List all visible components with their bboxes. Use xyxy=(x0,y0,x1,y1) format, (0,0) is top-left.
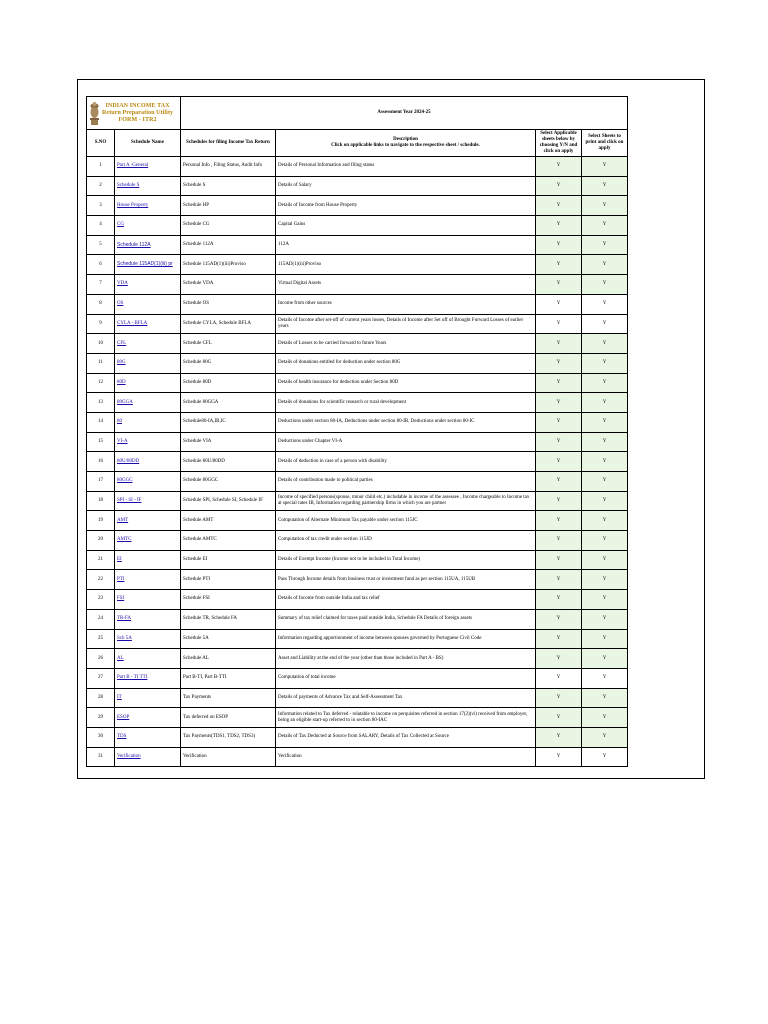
row-select-print[interactable]: Y xyxy=(582,157,628,177)
row-select-applicable[interactable]: Y xyxy=(536,649,582,669)
row-select-applicable[interactable]: Y xyxy=(536,196,582,216)
row-select-print[interactable]: Y xyxy=(582,353,628,373)
schedule-link[interactable]: SPI - SI - IF xyxy=(117,498,142,504)
row-select-print[interactable]: Y xyxy=(582,196,628,216)
table-row xyxy=(87,412,628,432)
row-schedule-link-cell xyxy=(115,727,181,747)
row-schedule-for-filing: Schedule TR, Schedule FA xyxy=(181,609,276,629)
row-schedule-for-filing: Schedule SPI, Schedule SI, Schedule IF xyxy=(181,491,276,511)
row-schedule-link-cell xyxy=(115,353,181,373)
row-schedule-for-filing: Verification xyxy=(181,747,276,767)
row-select-print[interactable]: Y xyxy=(582,688,628,708)
row-schedule-for-filing: Schedule 80D xyxy=(181,373,276,393)
row-sno: 19 xyxy=(87,511,115,531)
row-schedule-link-cell xyxy=(115,393,181,413)
row-select-applicable[interactable]: Y xyxy=(536,629,582,649)
row-description: Details of Income from outside India and tax relief xyxy=(276,590,536,610)
row-schedule-for-filing: Schedule 5A xyxy=(181,629,276,649)
row-description: Computation of Alternate Minimum Tax payable under section 115JC xyxy=(276,511,536,531)
row-schedule-link-cell xyxy=(115,609,181,629)
row-sno: 21 xyxy=(87,550,115,570)
row-sno: 7 xyxy=(87,275,115,295)
row-schedule-link-cell xyxy=(115,491,181,511)
row-select-print[interactable]: Y xyxy=(582,235,628,255)
row-select-applicable[interactable]: Y xyxy=(536,216,582,236)
row-sno: 26 xyxy=(87,649,115,669)
row-sno: 20 xyxy=(87,531,115,551)
row-select-applicable[interactable]: Y xyxy=(536,334,582,354)
row-schedule-link-cell xyxy=(115,373,181,393)
row-select-applicable[interactable]: Y xyxy=(536,668,582,688)
header-sno: S.NO xyxy=(87,130,115,157)
row-select-print[interactable]: Y xyxy=(582,314,628,334)
row-select-print[interactable]: Y xyxy=(582,747,628,767)
row-sno: 3 xyxy=(87,196,115,216)
header-select-print: Select Sheets to print and click on apply xyxy=(582,130,628,157)
row-schedule-for-filing: Schedule S xyxy=(181,176,276,196)
row-schedule-for-filing: Schedule 80GGA xyxy=(181,393,276,413)
row-schedule-link-cell xyxy=(115,708,181,728)
row-description: Summary of tax relief claimed for taxes paid outside India, Schedule FA Details of foreign assets xyxy=(276,609,536,629)
schedule-link[interactable]: VDA xyxy=(117,281,128,287)
row-schedule-for-filing: Schedule CFL xyxy=(181,334,276,354)
row-schedule-for-filing: Schedule VDA xyxy=(181,275,276,295)
row-sno: 18 xyxy=(87,491,115,511)
row-schedule-for-filing: Schedule CYLA, Schedule BFLA xyxy=(181,314,276,334)
table-row xyxy=(87,157,628,177)
schedule-link[interactable]: 80GGA xyxy=(117,399,133,405)
row-schedule-link-cell xyxy=(115,157,181,177)
schedule-link[interactable]: CYLA - BFLA xyxy=(117,320,148,326)
row-sno: 10 xyxy=(87,334,115,354)
row-description: Details of Income from House Property xyxy=(276,196,536,216)
schedule-link[interactable]: Part B - TI TTI xyxy=(117,675,148,681)
row-schedule-for-filing: Schedule80-IA,IB,IC xyxy=(181,412,276,432)
table-row xyxy=(87,531,628,551)
schedule-link[interactable]: IT xyxy=(117,694,122,700)
row-select-applicable[interactable]: Y xyxy=(536,176,582,196)
row-description: Details of donations entitled for deduction under section 80G xyxy=(276,353,536,373)
schedule-link[interactable]: EI xyxy=(117,557,122,563)
row-select-applicable[interactable]: Y xyxy=(536,688,582,708)
schedule-link[interactable]: Sch 5A xyxy=(117,635,132,641)
row-select-applicable[interactable]: Y xyxy=(536,570,582,590)
row-select-applicable[interactable]: Y xyxy=(536,472,582,492)
table-row xyxy=(87,491,628,511)
header-description-title: Description xyxy=(393,137,418,142)
schedule-index-table xyxy=(86,96,628,767)
table-row xyxy=(87,708,628,728)
row-sno: 5 xyxy=(87,235,115,255)
row-schedule-for-filing: Schedule AMT xyxy=(181,511,276,531)
row-schedule-link-cell xyxy=(115,531,181,551)
row-select-print[interactable]: Y xyxy=(582,668,628,688)
row-schedule-for-filing: Personal Info , Filing Status, Audit Info xyxy=(181,157,276,177)
row-sno: 1 xyxy=(87,157,115,177)
schedule-link[interactable]: House Property xyxy=(117,202,149,208)
row-select-print[interactable]: Y xyxy=(582,511,628,531)
row-schedule-link-cell xyxy=(115,649,181,669)
row-schedule-link-cell xyxy=(115,314,181,334)
row-select-print[interactable]: Y xyxy=(582,176,628,196)
schedule-link[interactable]: 80 xyxy=(117,419,122,425)
row-schedule-link-cell xyxy=(115,472,181,492)
row-select-print[interactable]: Y xyxy=(582,216,628,236)
row-description: Asset and Liability at the end of the year (other than those included in Part A - BS) xyxy=(276,649,536,669)
row-schedule-for-filing: Schedule 112A xyxy=(181,235,276,255)
row-schedule-for-filing: Schedule 80GGC xyxy=(181,472,276,492)
schedule-link[interactable]: Verification xyxy=(117,753,141,759)
table-row xyxy=(87,668,628,688)
logo-line-3: FORM - ITR2 xyxy=(118,116,157,123)
row-sno: 30 xyxy=(87,727,115,747)
row-sno: 13 xyxy=(87,393,115,413)
row-sno: 4 xyxy=(87,216,115,236)
row-schedule-link-cell xyxy=(115,235,181,255)
header-schedule-name: Schedule Name xyxy=(115,130,181,157)
row-select-applicable[interactable]: Y xyxy=(536,353,582,373)
row-schedule-for-filing: Schedule PTI xyxy=(181,570,276,590)
row-sno: 23 xyxy=(87,590,115,610)
row-schedule-link-cell xyxy=(115,629,181,649)
row-description: Details of contribution made to political parties xyxy=(276,472,536,492)
row-sno: 14 xyxy=(87,412,115,432)
row-schedule-for-filing: Schedule OS xyxy=(181,294,276,314)
row-schedule-for-filing: Schedule VIA xyxy=(181,432,276,452)
row-select-applicable[interactable]: Y xyxy=(536,708,582,728)
table-row xyxy=(87,629,628,649)
row-select-applicable[interactable]: Y xyxy=(536,255,582,275)
row-schedule-for-filing: Schedule 80U/80DD xyxy=(181,452,276,472)
row-select-print[interactable]: Y xyxy=(582,452,628,472)
row-schedule-for-filing: Schedule AL xyxy=(181,649,276,669)
row-sno: 9 xyxy=(87,314,115,334)
row-select-applicable[interactable]: Y xyxy=(536,531,582,551)
table-row xyxy=(87,373,628,393)
national-emblem-icon xyxy=(89,100,100,126)
table-row xyxy=(87,255,628,275)
table-row xyxy=(87,294,628,314)
row-schedule-for-filing: Tax Payments(TDS1, TDS2, TDS3) xyxy=(181,727,276,747)
row-sno: 2 xyxy=(87,176,115,196)
row-sno: 24 xyxy=(87,609,115,629)
row-select-print[interactable]: Y xyxy=(582,531,628,551)
row-description: Income of specified persons(spouse, minor child etc.) includable in income of the assessee , Income chargeable to Income tax at special rates IB, Information regarding partnership firms in which you are partner xyxy=(276,491,536,511)
row-sno: 8 xyxy=(87,294,115,314)
row-select-print[interactable]: Y xyxy=(582,373,628,393)
table-row xyxy=(87,747,628,767)
table-row xyxy=(87,334,628,354)
schedule-link[interactable]: Schedule S xyxy=(117,183,140,189)
logo-line-1: INDIAN INCOME TAX xyxy=(105,102,170,109)
schedule-link[interactable]: AMT xyxy=(117,517,129,523)
row-select-print[interactable]: Y xyxy=(582,629,628,649)
row-description: Details of Tax Deducted at Source from SALARY, Details of Tax Collected at Source xyxy=(276,727,536,747)
schedule-link[interactable]: FSI xyxy=(117,596,125,602)
row-sno: 6 xyxy=(87,255,115,275)
schedule-rows xyxy=(87,157,628,767)
row-select-applicable[interactable]: Y xyxy=(536,157,582,177)
row-select-applicable[interactable]: Y xyxy=(536,590,582,610)
row-description: 112A xyxy=(276,235,536,255)
schedule-link[interactable]: Part A -General xyxy=(117,163,149,169)
assessment-year: Assessment Year 2024-25 xyxy=(181,97,628,130)
row-schedule-link-cell xyxy=(115,452,181,472)
row-description: Computation of tax credit under section 115JD xyxy=(276,531,536,551)
schedule-link[interactable]: 80D xyxy=(117,379,126,385)
table-row xyxy=(87,727,628,747)
header-schedules-for-filing: Schedules for filing Income Tax Return xyxy=(181,130,276,157)
row-select-print[interactable]: Y xyxy=(582,649,628,669)
row-schedule-link-cell xyxy=(115,196,181,216)
row-select-print[interactable]: Y xyxy=(582,590,628,610)
row-select-applicable[interactable]: Y xyxy=(536,609,582,629)
row-description: Computation of total income xyxy=(276,668,536,688)
row-schedule-for-filing: Schedule CG xyxy=(181,216,276,236)
row-schedule-for-filing: Tax deferred on ESOP xyxy=(181,708,276,728)
table-row xyxy=(87,176,628,196)
row-description: Verification xyxy=(276,747,536,767)
row-select-applicable[interactable]: Y xyxy=(536,727,582,747)
row-select-print[interactable]: Y xyxy=(582,609,628,629)
row-schedule-link-cell xyxy=(115,511,181,531)
row-select-applicable[interactable]: Y xyxy=(536,373,582,393)
table-row xyxy=(87,550,628,570)
schedule-link[interactable]: 80G xyxy=(117,360,126,366)
row-schedule-link-cell xyxy=(115,275,181,295)
schedule-link[interactable]: CFL xyxy=(117,340,127,346)
row-sno: 27 xyxy=(87,668,115,688)
row-description: Deductions under Chapter VI-A xyxy=(276,432,536,452)
row-select-print[interactable]: Y xyxy=(582,255,628,275)
row-sno: 28 xyxy=(87,688,115,708)
row-description: Details of Exempt Income (Income not to be included in Total Income) xyxy=(276,550,536,570)
row-schedule-link-cell xyxy=(115,550,181,570)
table-row xyxy=(87,649,628,669)
row-description: Details of Personal Information and filing status xyxy=(276,157,536,177)
row-select-applicable[interactable]: Y xyxy=(536,235,582,255)
table-row xyxy=(87,275,628,295)
table-row xyxy=(87,609,628,629)
schedule-link[interactable]: AL xyxy=(117,655,124,661)
row-description: 115AD(1)(iii)Proviso xyxy=(276,255,536,275)
row-schedule-for-filing: Schedule FSI xyxy=(181,590,276,610)
table-row xyxy=(87,393,628,413)
row-select-applicable[interactable]: Y xyxy=(536,432,582,452)
row-select-print[interactable]: Y xyxy=(582,727,628,747)
row-description: Details of Losses to be carried forward to future Years xyxy=(276,334,536,354)
row-schedule-link-cell xyxy=(115,590,181,610)
table-row xyxy=(87,472,628,492)
row-description: Details of deduction in case of a person with disability xyxy=(276,452,536,472)
row-select-print[interactable]: Y xyxy=(582,393,628,413)
row-select-print[interactable]: Y xyxy=(582,550,628,570)
row-schedule-for-filing: Schedule EI xyxy=(181,550,276,570)
row-select-applicable[interactable]: Y xyxy=(536,294,582,314)
row-select-applicable[interactable]: Y xyxy=(536,747,582,767)
logo-cell xyxy=(87,97,181,130)
row-schedule-link-cell xyxy=(115,668,181,688)
row-select-applicable[interactable]: Y xyxy=(536,491,582,511)
table-row xyxy=(87,314,628,334)
row-schedule-link-cell xyxy=(115,334,181,354)
row-schedule-for-filing: Schedule 80G xyxy=(181,353,276,373)
row-select-applicable[interactable]: Y xyxy=(536,511,582,531)
row-select-print[interactable]: Y xyxy=(582,294,628,314)
row-schedule-link-cell xyxy=(115,216,181,236)
schedule-link[interactable]: Schedule 112A xyxy=(117,241,151,248)
row-select-applicable[interactable]: Y xyxy=(536,393,582,413)
row-schedule-link-cell xyxy=(115,294,181,314)
row-description: Virtual Digital Assets xyxy=(276,275,536,295)
row-schedule-link-cell xyxy=(115,747,181,767)
row-description: Details of Income after set-off of current years losses, Details of Income after Set off of Brought Forward Losses of earlier years xyxy=(276,314,536,334)
row-select-applicable[interactable]: Y xyxy=(536,452,582,472)
row-description: Details of health insurance for deduction under Section 80D xyxy=(276,373,536,393)
table-row xyxy=(87,196,628,216)
row-schedule-link-cell xyxy=(115,255,181,275)
table-row xyxy=(87,511,628,531)
row-sno: 17 xyxy=(87,472,115,492)
row-select-print[interactable]: Y xyxy=(582,334,628,354)
row-description: Pass Through Income details from business trust or investment fund as per section 115UA, 115UB xyxy=(276,570,536,590)
row-sno: 31 xyxy=(87,747,115,767)
schedule-link[interactable]: VI-A xyxy=(117,438,128,444)
row-description: Income from other sources xyxy=(276,294,536,314)
schedule-link[interactable]: 80U/80DD xyxy=(117,458,140,464)
row-sno: 12 xyxy=(87,373,115,393)
row-schedule-link-cell xyxy=(115,412,181,432)
row-schedule-for-filing: Schedule HP xyxy=(181,196,276,216)
row-select-applicable[interactable]: Y xyxy=(536,314,582,334)
row-sno: 16 xyxy=(87,452,115,472)
row-select-print[interactable]: Y xyxy=(582,491,628,511)
schedule-link[interactable]: CG xyxy=(117,222,124,228)
table-row xyxy=(87,216,628,236)
row-description: Deductions under section 80-IA, Deductions under section 80-IB, Deductions under section 80-IC xyxy=(276,412,536,432)
table-row xyxy=(87,452,628,472)
row-schedule-for-filing: Tax Payments xyxy=(181,688,276,708)
schedule-link[interactable]: TDS xyxy=(117,734,127,740)
header-description-subtitle: Click on applicable links to navigate to the respective sheet / schedule. xyxy=(331,143,480,148)
row-description: Information regarding apportionment of income between spouses governed by Portuguese Civil Code xyxy=(276,629,536,649)
row-select-print[interactable]: Y xyxy=(582,472,628,492)
table-row xyxy=(87,353,628,373)
schedule-link[interactable]: Schedule 115AD(1)(iii) pr xyxy=(117,261,173,268)
row-select-applicable[interactable]: Y xyxy=(536,550,582,570)
row-select-print[interactable]: Y xyxy=(582,412,628,432)
row-select-print[interactable]: Y xyxy=(582,275,628,295)
row-select-applicable[interactable]: Y xyxy=(536,412,582,432)
schedule-link[interactable]: 80GGC xyxy=(117,478,133,484)
row-schedule-link-cell xyxy=(115,176,181,196)
row-description: Details of payments of Advance Tax and Self-Assessment Tax xyxy=(276,688,536,708)
table-row xyxy=(87,688,628,708)
schedule-link[interactable]: AMTC xyxy=(117,537,132,543)
row-schedule-link-cell xyxy=(115,688,181,708)
schedule-link[interactable]: PTI xyxy=(117,576,125,582)
schedule-link[interactable]: OS xyxy=(117,301,124,307)
table-row xyxy=(87,235,628,255)
table-row xyxy=(87,570,628,590)
row-sno: 11 xyxy=(87,353,115,373)
row-schedule-for-filing: Part B-TI, Part B-TTI xyxy=(181,668,276,688)
row-sno: 22 xyxy=(87,570,115,590)
row-schedule-for-filing: Schedule AMTC xyxy=(181,531,276,551)
row-sno: 29 xyxy=(87,708,115,728)
row-sno: 25 xyxy=(87,629,115,649)
row-schedule-link-cell xyxy=(115,432,181,452)
row-schedule-for-filing: Schedule 115AD(1)(iii)Proviso xyxy=(181,255,276,275)
schedule-link[interactable]: TR-FA xyxy=(117,616,132,622)
row-select-print[interactable]: Y xyxy=(582,432,628,452)
header-select-applicable: Select Applicable sheets below by choosing Y/N and click on apply xyxy=(536,130,582,157)
row-select-print[interactable]: Y xyxy=(582,708,628,728)
row-description: Details of donations for scientific research or rural development xyxy=(276,393,536,413)
row-schedule-link-cell xyxy=(115,570,181,590)
row-description: Details of Salary xyxy=(276,176,536,196)
header-description xyxy=(276,130,536,157)
logo-line-2: Return Preparation Utility xyxy=(102,109,174,116)
row-select-applicable[interactable]: Y xyxy=(536,275,582,295)
row-select-print[interactable]: Y xyxy=(582,570,628,590)
row-description: Information related to Tax deferred - relatable to income on perquisites referred in section 17(2)(vi) received from employer, being an eligible start-up referred to in section 80-IAC xyxy=(276,708,536,728)
row-sno: 15 xyxy=(87,432,115,452)
table-row xyxy=(87,590,628,610)
schedule-link[interactable]: ESOP xyxy=(117,714,130,720)
row-description: Capital Gains xyxy=(276,216,536,236)
table-row xyxy=(87,432,628,452)
itr-logo xyxy=(87,97,180,129)
